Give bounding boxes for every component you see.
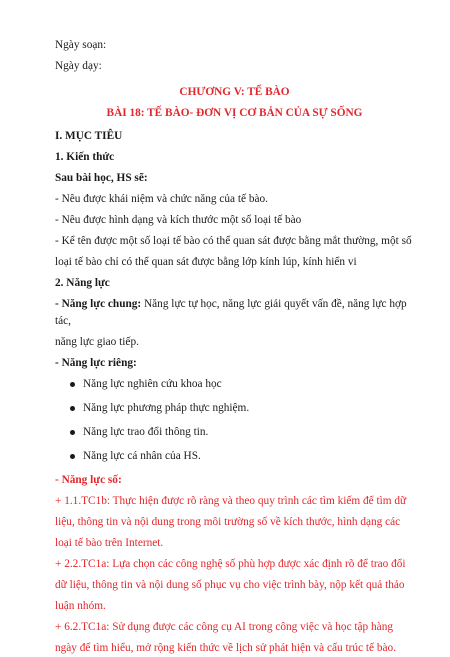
- list-item: [55, 424, 414, 441]
- list-item-text: Năng lực phương pháp thực nghiệm.: [83, 402, 250, 414]
- digital-competence-line: + 2.2.TC1a: Lựa chọn các công nghệ số phù hợp được xác định rõ để trao đổi: [55, 558, 406, 570]
- subheading-knowledge: 1. Kiến thức: [55, 151, 115, 163]
- list-item: [55, 376, 414, 393]
- bullet-icon: [70, 406, 75, 411]
- list-item-text: Năng lực nghiên cứu khoa học: [83, 378, 222, 390]
- general-competence: [55, 296, 414, 330]
- digital-competence-line: dữ liệu, thông tin và nội dung số phục vụ cho việc trình bày, nộp kết quả thảo: [55, 579, 405, 591]
- prep-date: Ngày soạn:: [55, 39, 107, 51]
- digital-competence-label: - Năng lực số:: [55, 474, 122, 486]
- digital-competence-line: liệu, thông tin và nội dung trong môi trường số về kích thước, hình dạng các: [55, 516, 401, 528]
- subheading-competence: 2. Năng lực: [55, 277, 110, 289]
- list-item: [55, 400, 414, 417]
- list-item: [55, 448, 414, 465]
- digital-competence-line: luận nhóm.: [55, 600, 106, 612]
- knowledge-item: loại tế bào chỉ có thể quan sát được bằng lớp kính lúp, kính hiển vi: [55, 256, 357, 268]
- teach-date: Ngày dạy:: [55, 60, 102, 72]
- knowledge-item: - Nêu được khái niệm và chức năng của tế bào.: [55, 193, 269, 205]
- general-competence-text: Năng lực tự học, năng lực giải quyết vấn đề, năng lực hợp tác,: [55, 298, 407, 327]
- specific-competence-list: [55, 376, 414, 465]
- section-heading-objectives: I. MỤC TIÊU: [55, 130, 123, 142]
- specific-competence-label: - Năng lực riêng:: [55, 357, 137, 369]
- digital-competence-line: loại tế bào trên Internet.: [55, 537, 164, 549]
- digital-competence-line: ngày để tìm hiểu, mở rộng kiến thức về lịch sử phát hiện và cấu trúc tế bào.: [55, 642, 397, 654]
- knowledge-item: - Nêu được hình dạng và kích thước một số loại tế bào: [55, 214, 302, 226]
- list-item-text: Năng lực trao đổi thông tin.: [83, 426, 209, 438]
- digital-competence-line: + 1.1.TC1b: Thực hiện được rõ ràng và theo quy trình các tìm kiếm để tìm dữ: [55, 495, 407, 507]
- list-item-text: Năng lực cá nhân của HS.: [83, 450, 201, 462]
- bullet-icon: [70, 430, 75, 435]
- digital-competence-line: + 6.2.TC1a: Sử dụng được các công cụ AI trong công việc và học tập hàng: [55, 621, 393, 633]
- chapter-title: CHƯƠNG V: TẾ BÀO: [179, 86, 290, 98]
- general-competence-label: - Năng lực chung:: [55, 298, 142, 310]
- lesson-title: BÀI 18: TẾ BÀO- ĐƠN VỊ CƠ BẢN CỦA SỰ SỐNG: [106, 107, 363, 119]
- bullet-icon: [70, 454, 75, 459]
- knowledge-intro: Sau bài học, HS sẽ:: [55, 172, 148, 184]
- knowledge-item: - Kể tên được một số loại tế bào có thể quan sát được bằng mắt thường, một số: [55, 235, 412, 247]
- general-competence-cont: năng lực giao tiếp.: [55, 336, 139, 348]
- bullet-icon: [70, 382, 75, 387]
